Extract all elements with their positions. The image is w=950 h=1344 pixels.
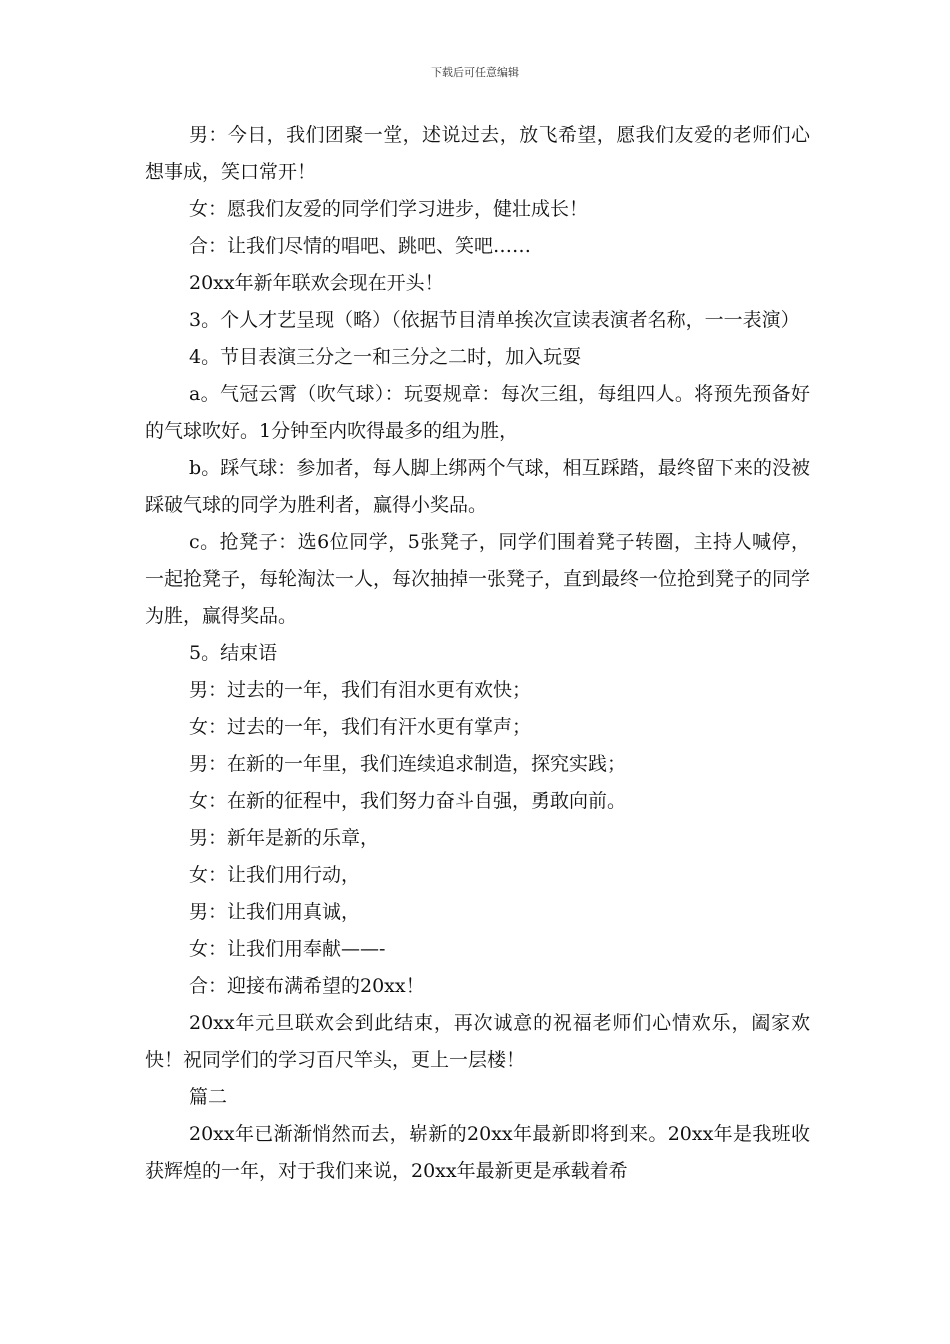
paragraph: 合：让我们尽情的唱吧、跳吧、笑吧…… xyxy=(189,235,532,257)
paragraph: 合：迎接布满希望的20xx！ xyxy=(189,975,425,997)
paragraph: 男：今日，我们团聚一堂，述说过去，放飞希望，愿我们友爱的老师们心想事成，笑口常开！ xyxy=(145,124,810,183)
paragraph: 4。节目表演三分之一和三分之二时，加入玩耍 xyxy=(189,346,582,368)
paragraph: c。抢凳子：选6位同学，5张凳子，同学们围着凳子转圈，主持人喊停，一起抢凳子，每轮淘汰一人，每次抽掉一张凳子，直到最终一位抢到凳子的同学为胜，赢得奖品。 xyxy=(145,531,811,627)
paragraph: 男：过去的一年，我们有泪水更有欢快； xyxy=(189,679,532,701)
paragraph: 男：在新的一年里，我们连续追求制造，探究实践； xyxy=(189,753,627,775)
paragraph: 女：让我们用奉献——- xyxy=(189,938,386,960)
paragraph: 3。个人才艺呈现（略）（依据节目清单挨次宣读表演者名称，一一表演） xyxy=(189,309,800,331)
paragraph: 女：在新的征程中，我们努力奋斗自强，勇敢向前。 xyxy=(189,790,627,812)
page-header-note: 下载后可任意编辑 xyxy=(431,66,519,79)
paragraph: 20xx年新年联欢会现在开头！ xyxy=(189,272,444,294)
paragraph: 20xx年元旦联欢会到此结束，再次诚意的祝福老师们心情欢乐，阖家欢快！祝同学们的学习百尺竿头，更上一层楼！ xyxy=(145,1012,810,1071)
paragraph: 20xx年已渐渐悄然而去，崭新的20xx年最新即将到来。20xx年是我班收获辉煌的一年，对于我们来说，20xx年最新更是承载着希 xyxy=(145,1123,810,1182)
paragraph: 女：过去的一年，我们有汗水更有掌声； xyxy=(189,716,532,738)
paragraph: 女：愿我们友爱的同学们学习进步，健壮成长！ xyxy=(189,198,589,220)
paragraph: 5。结束语 xyxy=(189,642,278,664)
paragraph: a。气冠云霄（吹气球）：玩耍规章：每次三组，每组四人。将预先预备好的气球吹好。1分钟至内吹得最多的组为胜， xyxy=(145,383,810,442)
section-heading: 篇二 xyxy=(189,1086,228,1108)
paragraph: 女：让我们用行动， xyxy=(189,864,361,886)
paragraph: 男：让我们用真诚， xyxy=(189,901,361,923)
paragraph: 男：新年是新的乐章， xyxy=(189,827,380,849)
paragraph: b。踩气球：参加者，每人脚上绑两个气球，相互踩踏，最终留下来的没被踩破气球的同学为胜利者，赢得小奖品。 xyxy=(145,457,810,516)
document-body xyxy=(145,117,810,1190)
